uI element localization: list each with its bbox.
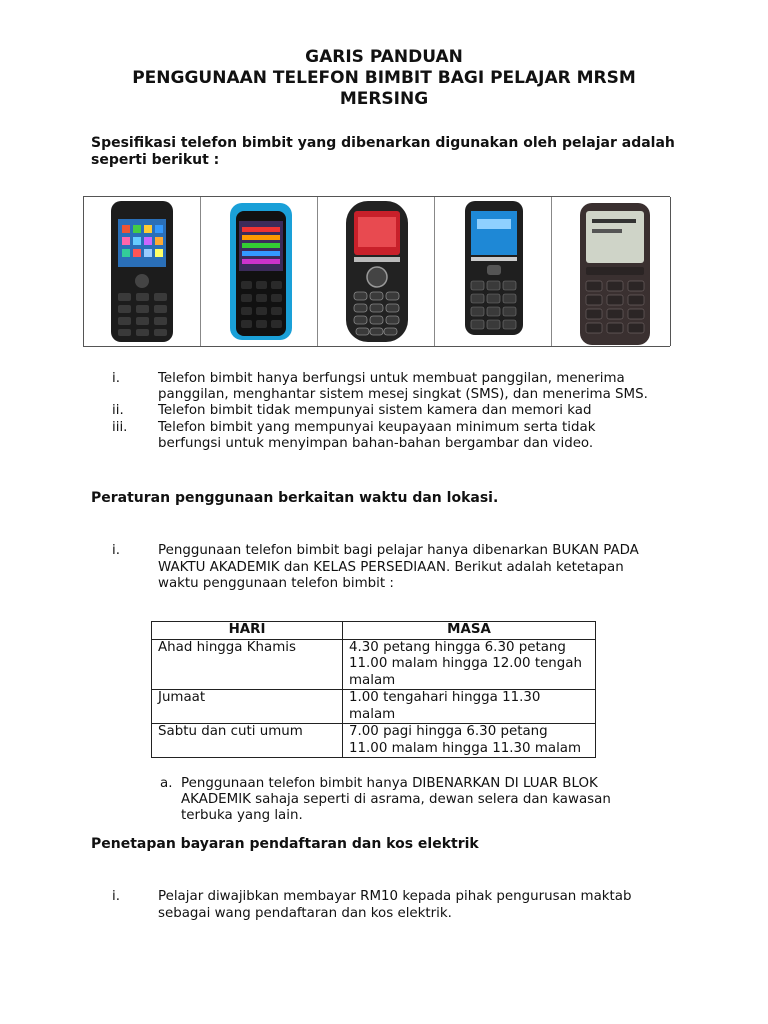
phone-nokia-smartphone-image (83, 197, 201, 346)
rules-item-marker: i. (112, 543, 120, 558)
phone-alcatel-image (317, 197, 435, 346)
rules-heading: Peraturan penggunaan berkaitan waktu dan lokasi. (91, 490, 499, 506)
table-row (152, 690, 596, 724)
schedule-table (151, 621, 596, 758)
fees-item-text: sebagai wang pendaftaran dan kos elektrik. (158, 906, 452, 921)
schedule-header-hari: HARI (152, 622, 343, 640)
schedule-time-cell (343, 724, 596, 758)
phone-samsung-image (434, 197, 552, 346)
schedule-time-line: 1.00 tengahari hingga 11.30 (349, 690, 541, 705)
schedule-time-line: 7.00 pagi hingga 6.30 petang (349, 724, 548, 739)
location-note-text: terbuka yang lain. (181, 808, 303, 823)
spec-intro-line1: Spesifikasi telefon bimbit yang dibenarkan digunakan oleh pelajar adalah (91, 135, 675, 151)
schedule-day-cell: Ahad hingga Khamis (152, 639, 343, 690)
schedule-header-row (152, 622, 596, 640)
spec-list-marker: iii. (112, 420, 128, 435)
spec-list-marker: ii. (112, 403, 124, 418)
spec-list-item-text: panggilan, menghantar sistem mesej singkat (SMS), dan menerima SMS. (158, 387, 648, 402)
spec-intro-line2: seperti berikut : (91, 152, 220, 168)
spec-list-item-text: Telefon bimbit tidak mempunyai sistem kamera dan memori kad (158, 403, 592, 418)
schedule-header-masa: MASA (343, 622, 596, 640)
location-note-marker: a. (160, 776, 173, 791)
schedule-time-line: malam (349, 672, 396, 688)
location-note-text: Penggunaan telefon bimbit hanya DIBENARKAN DI LUAR BLOK (181, 776, 598, 791)
spec-list-item-text: berfungsi untuk menyimpan bahan-bahan bergambar dan video. (158, 436, 594, 451)
phone-nokia-blue-image (200, 197, 318, 346)
fees-item-marker: i. (112, 889, 120, 904)
fees-item-text: Pelajar diwajibkan membayar RM10 kepada pihak pengurusan maktab (158, 889, 632, 904)
schedule-time-line: 11.00 malam hingga 12.00 tengah (349, 656, 582, 671)
document-title-line1: GARIS PANDUAN (305, 47, 463, 67)
location-note-text: AKADEMIK sahaja seperti di asrama, dewan selera dan kawasan (181, 792, 611, 807)
fees-heading: Penetapan bayaran pendaftaran dan kos elektrik (91, 836, 479, 852)
phone-nokia-classic-image (551, 197, 670, 346)
table-row (152, 639, 596, 690)
schedule-time-line: 4.30 petang hingga 6.30 petang (349, 639, 566, 655)
schedule-day-cell: Sabtu dan cuti umum (152, 724, 343, 758)
schedule-day-cell: Jumaat (152, 690, 343, 724)
spec-list-item-text: Telefon bimbit hanya berfungsi untuk membuat panggilan, menerima (158, 371, 625, 386)
table-row (152, 724, 596, 758)
rules-item-text: WAKTU AKADEMIK dan KELAS PERSEDIAAN. Berikut adalah ketetapan (158, 560, 624, 575)
schedule-time-line: malam (349, 706, 396, 722)
spec-list-item-text: Telefon bimbit yang mempunyai keupayaan minimum serta tidak (158, 420, 596, 435)
document-title-line3: MERSING (339, 89, 429, 109)
rules-item-text: waktu penggunaan telefon bimbit : (158, 576, 394, 591)
schedule-time-cell (343, 690, 596, 724)
spec-list-marker: i. (112, 371, 120, 386)
phone-image-strip (83, 196, 670, 347)
document-title-line2: PENGGUNAAN TELEFON BIMBIT BAGI PELAJAR MRSM (132, 68, 636, 88)
schedule-time-line: 11.00 malam hingga 11.30 malam (349, 740, 582, 756)
schedule-time-cell (343, 639, 596, 690)
rules-item-text: Penggunaan telefon bimbit bagi pelajar hanya dibenarkan BUKAN PADA (158, 543, 639, 558)
